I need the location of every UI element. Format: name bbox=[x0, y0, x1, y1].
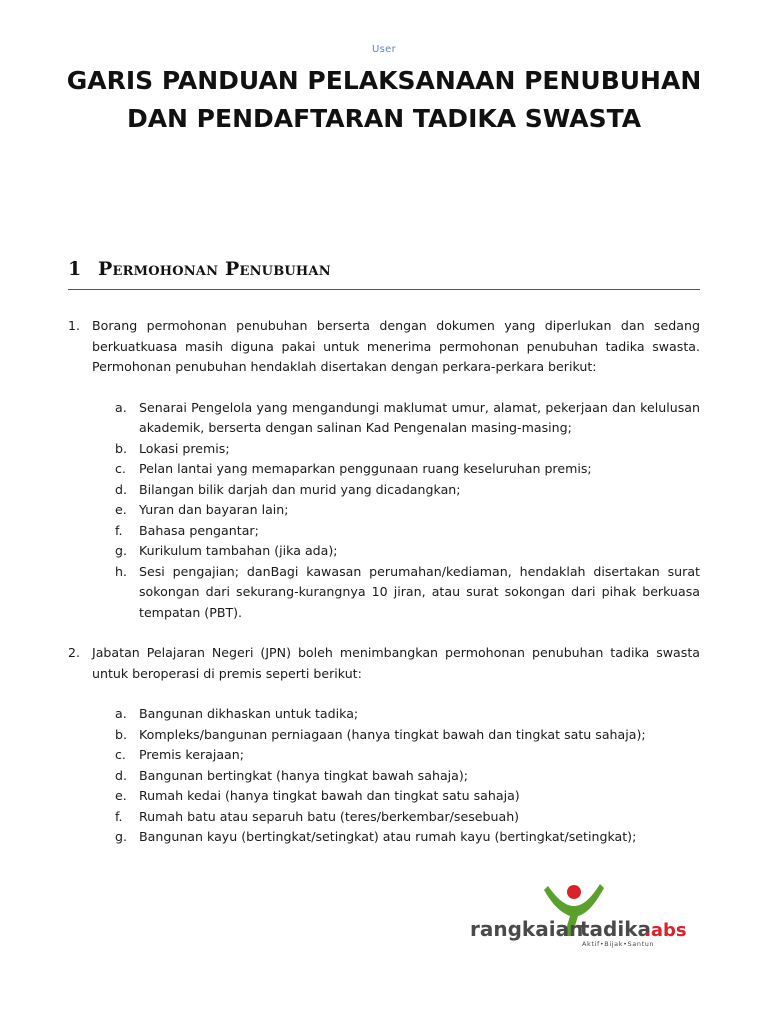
item-text: Jabatan Pelajaran Negeri (JPN) boleh menimbangkan permohonan penubuhan tadika swasta untuk beroperasi di premis seperti berikut: bbox=[92, 645, 700, 681]
sub-item bbox=[92, 480, 700, 501]
logo-suffix: .abs bbox=[644, 920, 687, 941]
sub-item-letter: h. bbox=[115, 563, 127, 579]
sub-item-letter: b. bbox=[115, 726, 127, 742]
sub-item-letter: b. bbox=[115, 440, 127, 456]
sub-item-letter: a. bbox=[115, 706, 127, 721]
sub-item-text: Senarai Pengelola yang mengandungi maklumat umur, alamat, pekerjaan dan kelulusan akademik, berserta dengan salinan Kad Pengenalan masing-masing; bbox=[139, 399, 700, 435]
logo-word-tadika: tadika bbox=[580, 917, 652, 941]
sub-item-letter: d. bbox=[115, 767, 127, 783]
logo-tagline: Aktif•Bijak•Santun bbox=[582, 940, 655, 948]
sub-item bbox=[92, 725, 700, 746]
sub-item bbox=[92, 562, 700, 624]
sub-item bbox=[92, 807, 700, 828]
logo-word-rangkaian: rangkaian bbox=[470, 917, 584, 941]
sub-item bbox=[92, 745, 700, 766]
sub-item-text: Pelan lantai yang memaparkan penggunaan ruang keseluruhan premis; bbox=[139, 461, 592, 476]
sub-item-letter: a. bbox=[115, 399, 127, 415]
list-item bbox=[68, 316, 700, 378]
section-number: 1 bbox=[68, 258, 82, 280]
sub-item-text: Kurikulum tambahan (jika ada); bbox=[139, 543, 338, 558]
sub-item-text: Bangunan bertingkat (hanya tingkat bawah sahaja); bbox=[139, 767, 469, 783]
sub-item bbox=[92, 766, 700, 787]
sub-item-letter: c. bbox=[115, 461, 126, 476]
sub-item bbox=[92, 398, 700, 439]
sub-item-text: Rumah batu atau separuh batu (teres/berkembar/sesebuah) bbox=[139, 808, 520, 824]
sub-item-text: Bilangan bilik darjah dan murid yang dicadangkan; bbox=[139, 481, 461, 497]
item-number: 2. bbox=[68, 645, 81, 660]
sub-item-letter: f. bbox=[115, 808, 123, 824]
sub-item-letter: e. bbox=[115, 502, 127, 517]
sub-item bbox=[92, 541, 700, 562]
logo-head-shape bbox=[567, 885, 581, 899]
sub-item-text: Yuran dan bayaran lain; bbox=[139, 502, 289, 517]
sub-item bbox=[92, 704, 700, 725]
sub-item-letter: e. bbox=[115, 788, 127, 803]
section-title: Permohonan Penubuhan bbox=[98, 258, 331, 280]
sublist bbox=[68, 704, 700, 848]
list-item bbox=[68, 643, 700, 684]
user-label: User bbox=[372, 44, 396, 55]
sub-item bbox=[92, 827, 700, 848]
sub-item-text: Sesi pengajian; danBagi kawasan perumahan/kediaman, hendaklah disertakan surat sokongan dari sekurang-kurangnya 10 jiran, atau surat sokongan dari pihak berkuasa tempatan (PBT). bbox=[139, 563, 700, 620]
sub-item-letter: c. bbox=[115, 747, 126, 762]
item-number: 1. bbox=[68, 318, 81, 333]
document-title: GARIS PANDUAN PELAKSANAAN PENUBUHAN DAN PENDAFTARAN TADIKA SWASTA bbox=[66, 66, 702, 133]
sublist bbox=[68, 398, 700, 624]
sub-item-letter: f. bbox=[115, 522, 123, 538]
document-body bbox=[68, 316, 700, 868]
sub-item-letter: g. bbox=[115, 543, 127, 558]
sub-item-text: Lokasi premis; bbox=[139, 440, 230, 456]
sub-item bbox=[92, 786, 700, 807]
logo-graphic bbox=[470, 878, 690, 948]
sub-item bbox=[92, 459, 700, 480]
section-heading bbox=[68, 258, 700, 290]
sub-item-text: Bangunan dikhaskan untuk tadika; bbox=[139, 706, 359, 721]
sub-item-text: Rumah kedai (hanya tingkat bawah dan tingkat satu sahaja) bbox=[139, 788, 520, 803]
sub-item-letter: d. bbox=[115, 481, 127, 497]
rangkaian-tadika-logo bbox=[470, 878, 690, 948]
sub-item-letter: g. bbox=[115, 829, 127, 844]
sub-item-text: Premis kerajaan; bbox=[139, 747, 244, 762]
item-text: Borang permohonan penubuhan berserta dengan dokumen yang diperlukan dan sedang berkuatkuasa masih diguna pakai untuk menerima permohonan penubuhan tadika swasta. Permohonan penubuhan hendaklah disertakan dengan perkara-perkara berikut: bbox=[92, 318, 700, 374]
sub-item-text: Kompleks/bangunan perniagaan (hanya tingkat bawah dan tingkat satu sahaja); bbox=[139, 726, 646, 742]
sub-item bbox=[92, 521, 700, 542]
sub-item bbox=[92, 439, 700, 460]
sub-item-text: Bangunan kayu (bertingkat/setingkat) atau rumah kayu (bertingkat/setingkat); bbox=[139, 829, 637, 844]
sub-item bbox=[92, 500, 700, 521]
sub-item-text: Bahasa pengantar; bbox=[139, 522, 259, 538]
